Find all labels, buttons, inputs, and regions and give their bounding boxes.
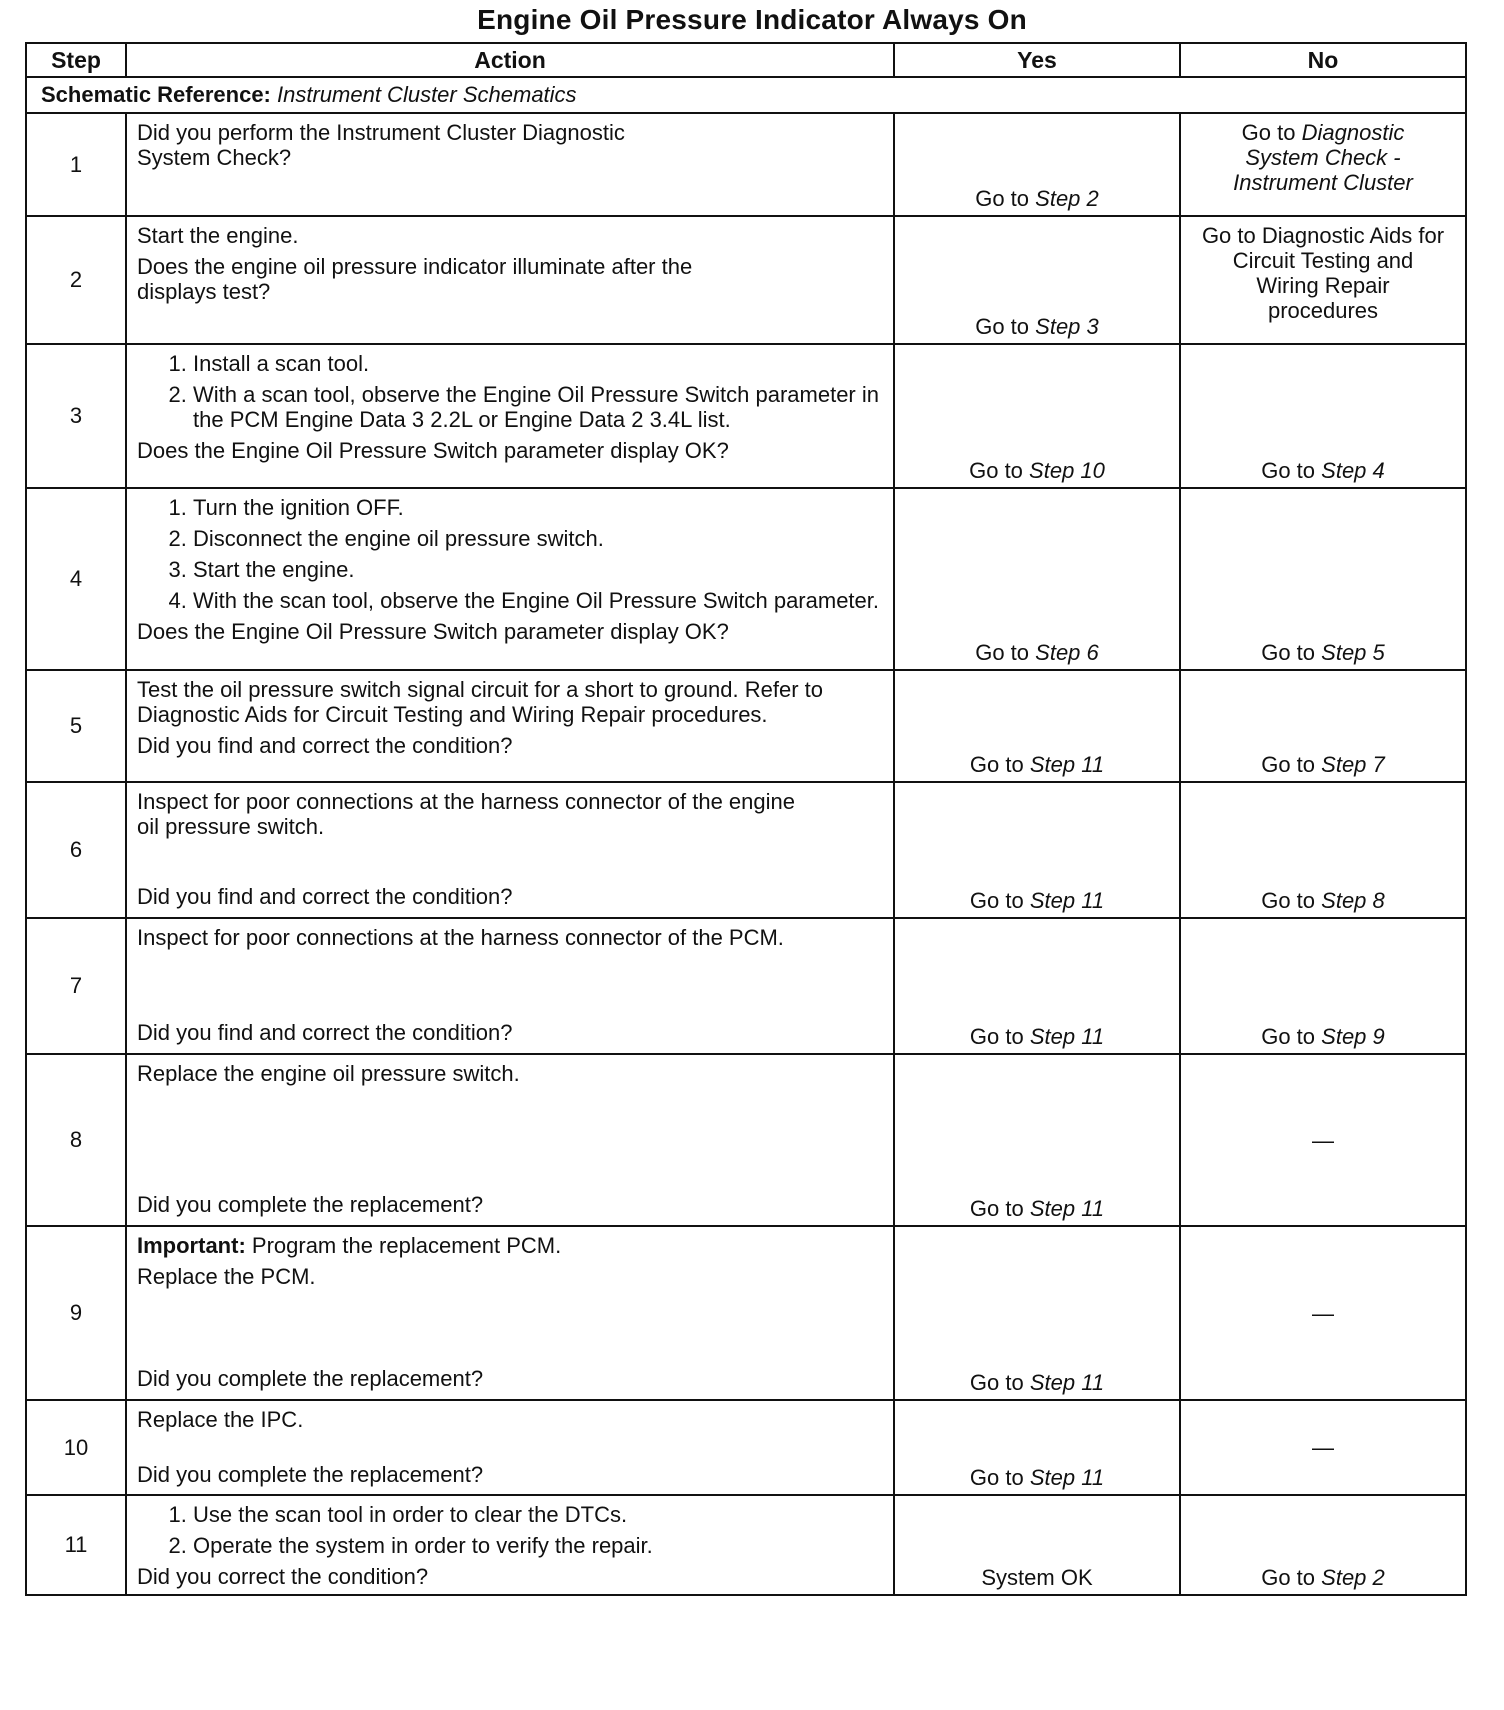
no-cell — [1180, 216, 1466, 344]
action-text: Replace the PCM. — [137, 1264, 316, 1289]
action-question: Does the engine oil pressure indicator illuminate after the displays test? — [137, 254, 693, 304]
action-question: Did you find and correct the condition? — [137, 1020, 513, 1045]
page-title: Engine Oil Pressure Indicator Always On — [477, 4, 1027, 35]
goto-text: Go to — [969, 458, 1023, 483]
list-item: 1. Install a scan tool. — [193, 351, 883, 376]
yes-target: Step 3 — [1035, 314, 1099, 339]
table-row — [26, 1226, 1466, 1400]
important-text: Program the replacement PCM. — [251, 1233, 562, 1258]
action-text: Did you perform the Instrument Cluster Diagnostic System Check? — [137, 120, 625, 170]
goto-text: Go to — [1261, 1024, 1316, 1049]
action-text: Start the engine. — [137, 223, 299, 248]
goto-text: Go to — [975, 314, 1030, 339]
header-row — [26, 43, 1466, 77]
list-item: 4. With the scan tool, observe the Engine Oil Pressure Switch parameter. — [193, 588, 883, 613]
no-text: Go to Diagnostic Aids for Circuit Testing and Wiring Repair procedures — [1201, 223, 1445, 323]
diagnostic-table — [25, 42, 1467, 1596]
schematic-reference-value: Instrument Cluster Schematics — [277, 82, 577, 107]
goto-text: Go to — [969, 888, 1024, 913]
table-row — [26, 918, 1466, 1054]
action-cell — [126, 1226, 894, 1400]
action-steps-list — [137, 495, 883, 613]
action-question: Does the Engine Oil Pressure Switch parameter display OK? — [137, 619, 729, 644]
yes-target: Step 6 — [1035, 640, 1099, 665]
schematic-reference — [26, 77, 1466, 113]
action-text: Inspect for poor connections at the harness connector of the PCM. — [137, 925, 784, 950]
action-cell — [126, 488, 894, 670]
no-target: Step 9 — [1321, 1024, 1385, 1049]
no-target: Step 8 — [1321, 888, 1385, 913]
goto-text: Go to — [969, 1024, 1024, 1049]
step-number: 2 — [26, 216, 126, 344]
goto-text: Go to — [1261, 640, 1316, 665]
yes-target: Step 11 — [1029, 752, 1105, 777]
action-cell — [126, 344, 894, 488]
yes-cell — [894, 113, 1180, 216]
no-target: Step 2 — [1321, 1565, 1385, 1590]
action-cell — [126, 918, 894, 1054]
goto-text: Go to — [1261, 1565, 1316, 1590]
action-question: Did you complete the replacement? — [137, 1366, 484, 1391]
list-item: 2. Disconnect the engine oil pressure switch. — [193, 526, 883, 551]
action-cell — [126, 1495, 894, 1595]
yes-target: Step 11 — [1029, 1465, 1105, 1490]
step-number: 9 — [26, 1226, 126, 1400]
goto-text: Go to — [1261, 752, 1316, 777]
goto-text: Go to — [1261, 458, 1316, 483]
no-cell — [1180, 1054, 1466, 1226]
important-label: Important: — [137, 1233, 246, 1258]
table-row — [26, 670, 1466, 782]
no-goto-text: Go to — [1241, 120, 1296, 145]
step-number: 5 — [26, 670, 126, 782]
goto-text: Go to — [1261, 888, 1316, 913]
action-cell — [126, 782, 894, 918]
action-text: Test the oil pressure switch signal circuit for a short to ground. Refer to Diagnostic Aids for Circuit Testing and Wiring Repair procedures. — [137, 677, 823, 727]
no-cell — [1180, 488, 1466, 670]
list-item: 1. Turn the ignition OFF. — [193, 495, 883, 520]
table-row — [26, 1495, 1466, 1595]
yes-target: Step 10 — [1029, 458, 1105, 483]
no-dash: — — [1312, 1300, 1334, 1326]
action-question: Did you find and correct the condition? — [137, 733, 513, 758]
step-number: 4 — [26, 488, 126, 670]
no-target: Step 7 — [1321, 752, 1385, 777]
no-target-line2: System Check - — [1245, 145, 1401, 170]
yes-cell — [894, 1226, 1180, 1400]
action-cell — [126, 1400, 894, 1495]
header-no: No — [1180, 43, 1466, 77]
action-cell — [126, 113, 894, 216]
no-cell — [1180, 113, 1466, 216]
action-cell — [126, 1054, 894, 1226]
header-yes: Yes — [894, 43, 1180, 77]
action-text: Inspect for poor connections at the harness connector of the engine oil pressure switch. — [137, 789, 795, 839]
list-item: 2. With a scan tool, observe the Engine Oil Pressure Switch parameter in the PCM Engine Data 3 2.2L or Engine Data 2 3.4L list. — [193, 382, 883, 432]
step-number: 7 — [26, 918, 126, 1054]
yes-target: Step 11 — [1029, 888, 1105, 913]
important-note — [137, 1233, 883, 1258]
no-cell — [1180, 1495, 1466, 1595]
yes-cell — [894, 344, 1180, 488]
action-question: Did you complete the replacement? — [137, 1462, 484, 1487]
yes-cell — [894, 782, 1180, 918]
table-row — [26, 1054, 1466, 1226]
table-row — [26, 113, 1466, 216]
action-steps-list — [137, 351, 883, 432]
table-row — [26, 488, 1466, 670]
goto-text: Go to — [969, 752, 1024, 777]
no-cell — [1180, 1226, 1466, 1400]
no-target: Step 4 — [1321, 458, 1385, 483]
step-number: 3 — [26, 344, 126, 488]
no-cell — [1180, 670, 1466, 782]
yes-text: System OK — [981, 1565, 1093, 1590]
schematic-reference-label: Schematic Reference: — [41, 82, 271, 107]
no-dash: — — [1312, 1435, 1334, 1460]
list-item: 2. Operate the system in order to verify the repair. — [193, 1533, 883, 1558]
no-target: Step 5 — [1321, 640, 1385, 665]
goto-text: Go to — [975, 640, 1030, 665]
step-number: 1 — [26, 113, 126, 216]
no-cell — [1180, 918, 1466, 1054]
yes-cell — [894, 918, 1180, 1054]
yes-target: Step 11 — [1029, 1024, 1105, 1049]
action-question: Did you find and correct the condition? — [137, 884, 513, 909]
yes-cell — [894, 216, 1180, 344]
yes-cell — [894, 1495, 1180, 1595]
table-row — [26, 782, 1466, 918]
yes-target: Step 11 — [1029, 1370, 1105, 1395]
step-number: 11 — [26, 1495, 126, 1595]
action-steps-list — [137, 1502, 883, 1558]
step-number: 6 — [26, 782, 126, 918]
goto-text: Go to — [969, 1370, 1024, 1395]
no-cell — [1180, 344, 1466, 488]
goto-text: Go to — [975, 186, 1030, 211]
action-cell — [126, 216, 894, 344]
step-number: 10 — [26, 1400, 126, 1495]
list-item: 3. Start the engine. — [193, 557, 883, 582]
yes-target: Step 11 — [1029, 1196, 1105, 1221]
yes-cell — [894, 1400, 1180, 1495]
header-step: Step — [26, 43, 126, 77]
action-text: Replace the IPC. — [137, 1407, 304, 1432]
goto-text: Go to — [969, 1465, 1024, 1490]
no-target-line3: Instrument Cluster — [1233, 170, 1413, 195]
table-row — [26, 344, 1466, 488]
yes-target: Step 2 — [1035, 186, 1099, 211]
yes-cell — [894, 488, 1180, 670]
action-cell — [126, 670, 894, 782]
no-cell — [1180, 1400, 1466, 1495]
action-question: Does the Engine Oil Pressure Switch parameter display OK? — [137, 438, 729, 463]
yes-cell — [894, 670, 1180, 782]
no-target: Diagnostic — [1301, 120, 1405, 145]
header-action: Action — [126, 43, 894, 77]
step-number: 8 — [26, 1054, 126, 1226]
action-question: Did you complete the replacement? — [137, 1192, 484, 1217]
yes-cell — [894, 1054, 1180, 1226]
table-row — [26, 1400, 1466, 1495]
no-dash: — — [1312, 1127, 1334, 1153]
action-text: Replace the engine oil pressure switch. — [137, 1061, 520, 1086]
goto-text: Go to — [969, 1196, 1024, 1221]
action-question: Did you correct the condition? — [137, 1564, 429, 1589]
schematic-reference-row — [26, 77, 1466, 113]
no-cell — [1180, 782, 1466, 918]
table-row — [26, 216, 1466, 344]
list-item: 1. Use the scan tool in order to clear the DTCs. — [193, 1502, 883, 1527]
